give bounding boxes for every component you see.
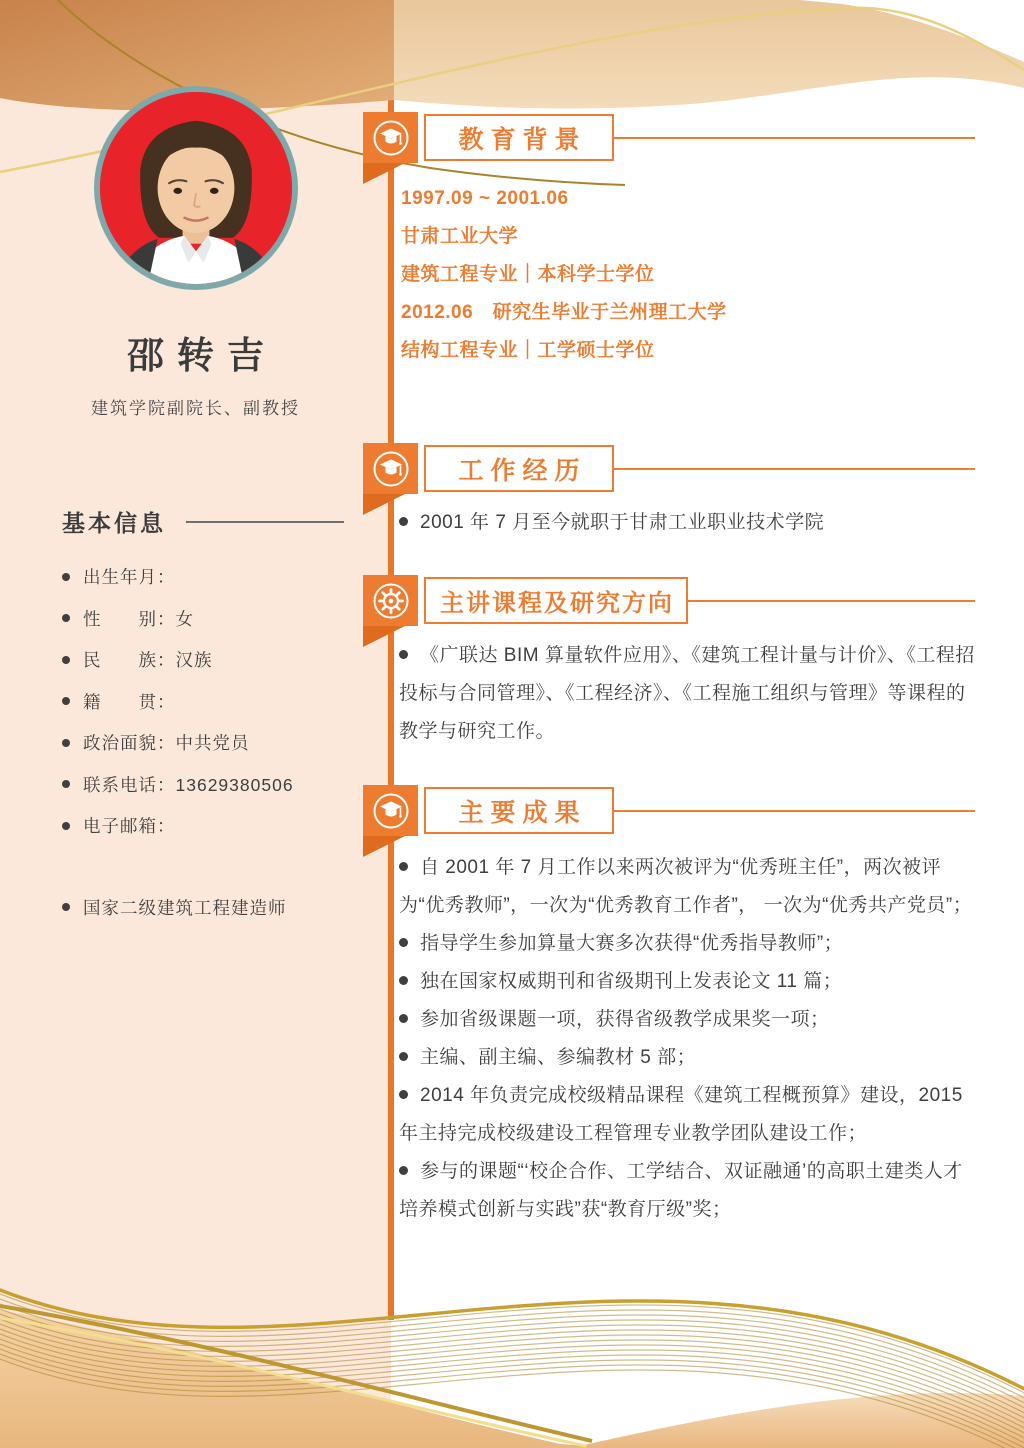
courses-ribbon xyxy=(363,575,418,626)
section-header-education xyxy=(363,112,975,163)
basic-info-list xyxy=(62,556,382,928)
achievement-item: 自 2001 年 7 月工作以来两次被评为“优秀班主任”，两次被评为“优秀教师”，一次为“优秀教育工作者”， 一次为“优秀共产党员”； xyxy=(399,857,973,916)
bullet-icon xyxy=(62,697,70,705)
graduation-cap-icon xyxy=(371,791,411,831)
portrait-illustration xyxy=(100,92,292,284)
education-body xyxy=(401,180,981,370)
section-rule xyxy=(688,600,975,602)
education-line: 结构工程专业｜工学硕士学位 xyxy=(401,340,655,361)
basic-info-heading-rule xyxy=(186,521,344,523)
bullet-icon xyxy=(62,614,70,622)
education-ribbon xyxy=(363,112,418,163)
work-item: 2001 年 7 月至今就职于甘肃工业职业技术学院 xyxy=(399,504,981,542)
achievement-item: 指导学生参加算量大赛多次获得“优秀指导教师”； xyxy=(399,925,981,963)
courses-body xyxy=(399,637,981,751)
bullet-icon xyxy=(399,517,408,526)
list-item-ethnicity: 民 族：汉族 xyxy=(62,639,382,681)
section-title-work: 工作经历 xyxy=(424,445,614,492)
bullet-icon xyxy=(399,1052,408,1061)
gear-icon xyxy=(371,581,411,621)
education-line: 甘肃工业大学 xyxy=(401,226,519,247)
achievements-body xyxy=(399,849,981,1229)
work-ribbon xyxy=(363,443,418,494)
section-header-courses xyxy=(363,575,975,626)
bullet-icon xyxy=(62,739,70,747)
bullet-icon xyxy=(399,862,408,871)
education-line: 1997.09 ~ 2001.06 xyxy=(401,188,569,209)
bullet-icon xyxy=(62,780,70,788)
section-header-work xyxy=(363,443,975,494)
bullet-icon xyxy=(62,656,70,664)
bullet-icon xyxy=(62,573,70,581)
bullet-icon xyxy=(62,903,70,911)
profile-photo xyxy=(94,86,298,290)
list-item-political-status: 政治面貌：中共党员 xyxy=(62,722,382,764)
person-name: 邵转吉 xyxy=(127,335,277,376)
bullet-icon xyxy=(399,650,408,659)
basic-info-heading: 基本信息 xyxy=(62,510,166,536)
bullet-icon xyxy=(399,938,408,947)
person-title: 建筑学院副院长、副教授 xyxy=(91,399,300,418)
graduation-cap-icon xyxy=(371,118,411,158)
section-title-achievements: 主要成果 xyxy=(424,787,614,834)
section-header-achievements xyxy=(363,785,975,836)
bullet-icon xyxy=(62,822,70,830)
section-title-courses: 主讲课程及研究方向 xyxy=(424,577,688,624)
bullet-icon xyxy=(399,1014,408,1023)
bullet-icon xyxy=(399,1166,408,1175)
section-title-education: 教育背景 xyxy=(424,114,614,161)
list-item-gender: 性 别：女 xyxy=(62,598,382,640)
list-item-certificate: 国家二级建筑工程建造师 xyxy=(62,887,382,929)
section-rule xyxy=(614,810,975,812)
list-item-phone: 联系电话：13629380506 xyxy=(62,764,382,806)
bullet-icon xyxy=(399,1090,408,1099)
achievement-item: 主编、副主编、参编教材 5 部； xyxy=(399,1039,981,1077)
achievement-item: 参加省级课题一项，获得省级教学成果奖一项； xyxy=(399,1001,981,1039)
courses-item: 《广联达 BIM 算量软件应用》、《建筑工程计量与计价》、《工程招投标与合同管理》、《工程经济》、《工程施工组织与管理》等课程的教学与研究工作。 xyxy=(399,645,975,742)
achievement-item: 独在国家权威期刊和省级期刊上发表论文 11 篇； xyxy=(399,963,981,1001)
education-line: 建筑工程专业｜本科学士学位 xyxy=(401,264,655,285)
section-rule xyxy=(614,137,975,139)
bullet-icon xyxy=(399,976,408,985)
section-rule xyxy=(614,468,975,470)
achievement-item: 2014 年负责完成校级精品课程《建筑工程概预算》建设，2015 年主持完成校级建设工程管理专业教学团队建设工作； xyxy=(399,1085,963,1144)
list-item-birth: 出生年月： xyxy=(62,556,382,598)
achievements-ribbon xyxy=(363,785,418,836)
list-item-email: 电子邮箱： xyxy=(62,805,382,847)
list-item-native-place: 籍 贯： xyxy=(62,681,382,723)
achievement-item: 参与的课题“‘校企合作、工学结合、双证融通’的高职土建类人才培养模式创新与实践”获“教育厅级”奖； xyxy=(399,1161,963,1220)
education-line: 2012.06 研究生毕业于兰州理工大学 xyxy=(401,302,727,323)
graduation-cap-icon xyxy=(371,449,411,489)
work-body xyxy=(399,504,981,542)
